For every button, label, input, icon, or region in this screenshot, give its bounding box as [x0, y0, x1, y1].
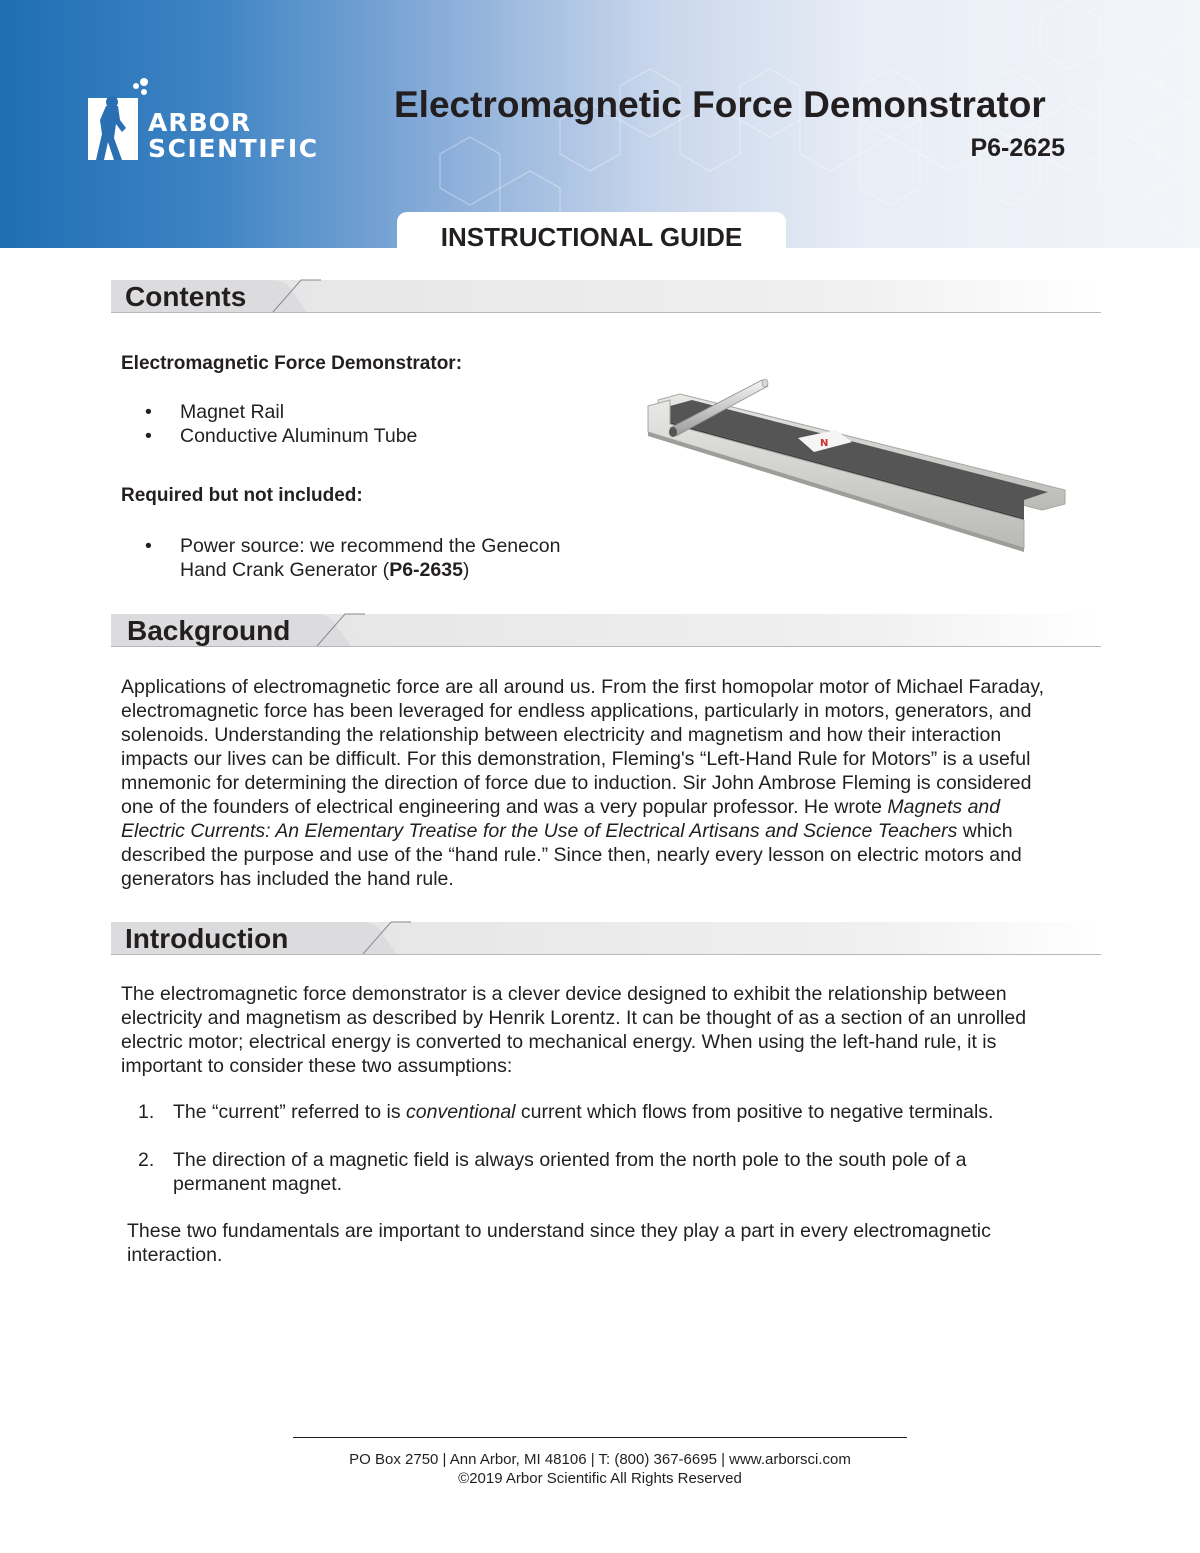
magnet-pole-label: N	[820, 438, 829, 449]
introduction-closing: These two fundamentals are important to understand since they play a part in every electromagnetic interaction.	[127, 1220, 991, 1266]
list-item: • Conductive Aluminum Tube	[121, 424, 560, 448]
item-text: The direction of a magnetic field is always oriented from the north pole to the south pole of a permanent magnet.	[173, 1149, 967, 1195]
section-title: Background	[127, 615, 291, 646]
logo-figure-icon	[86, 76, 148, 166]
instructional-guide-tab: INSTRUCTIONAL GUIDE	[397, 212, 786, 248]
logo-word-scientific: SCIENTIFIC	[148, 134, 319, 163]
document-title: Electromagnetic Force Demonstrator	[394, 84, 1046, 125]
background-text-2: which described the purpose and use of the “hand rule.” Since then, nearly every lesson on electric motors and generators has included the hand rule.	[121, 820, 1022, 890]
item-text: The “current” referred to is	[173, 1101, 406, 1123]
book-title: Magnets and Electric Currents: An Elementary Treatise for the Use of Electrical Artisans and Science Teachers	[121, 796, 1001, 842]
section-header-background	[111, 612, 1101, 648]
item-emphasis: conventional	[406, 1101, 516, 1123]
list-item: • Magnet Rail	[121, 400, 560, 424]
required-text-suffix: )	[462, 559, 470, 581]
section-header-contents	[111, 278, 1101, 314]
introduction-paragraph: The electromagnetic force demonstrator is a clever device designed to exhibit the relationship between electricity and magnetism as described by Henrik Lorentz. It can be thought of as a section of an unrolled electric motor; electrical energy is converted to mechanical energy. When using the left-hand rule, it is important to consider these two assumptions:	[121, 983, 1027, 1077]
product-photo-magnet-rail	[640, 362, 1070, 562]
assumptions-list	[121, 1100, 1051, 1220]
footer-contact: PO Box 2750 | Ann Arbor, MI 48106 | T: (800) 367-6695 | www.arborsci.com	[349, 1451, 851, 1468]
header-banner	[0, 0, 1200, 248]
section-header-introduction	[111, 920, 1101, 956]
footer-divider	[293, 1437, 907, 1438]
contents-kit-list	[121, 352, 560, 582]
section-title: Introduction	[125, 923, 289, 954]
list-number: 1.	[138, 1101, 155, 1123]
required-items	[121, 534, 560, 582]
required-text-line1: Power source: we recommend the Genecon	[180, 535, 561, 557]
product-code: P6-2625	[970, 134, 1065, 162]
kit-items	[121, 400, 560, 448]
item-text: current which flows from positive to negative terminals.	[515, 1101, 994, 1123]
section-title: Contents	[125, 281, 247, 312]
background-text-1: Applications of electromagnetic force are all around us. From the first homopolar motor of Michael Faraday, electromagnetic force has been leveraged for endless applications, particularly in motors, generators, and solenoids. Understanding the relationship between electricity and magnetism and how their interaction impacts our lives can be difficult. For this demonstration, Fleming's “Left-Hand Rule for Motors” is a useful mnemonic for determining the direction of force due to induction. Sir John Ambrose Fleming is considered one of the founders of electrical engineering and was a very popular professor. He wrote	[121, 676, 1045, 818]
list-number: 2.	[138, 1149, 155, 1171]
kit-title: Electromagnetic Force Demonstrator:	[121, 353, 463, 374]
list-item	[121, 534, 560, 582]
logo-word-arbor: ARBOR	[148, 108, 252, 137]
section-header-bar	[111, 278, 1101, 314]
arbor-scientific-logo	[86, 76, 346, 166]
required-product-code: P6-2635	[389, 559, 463, 581]
list-item	[121, 1148, 1051, 1196]
background-paragraph	[121, 675, 1051, 891]
required-text-line2: Hand Crank Generator (	[180, 559, 390, 581]
footer-copyright: ©2019 Arbor Scientific All Rights Reserved	[458, 1470, 742, 1487]
list-item	[121, 1100, 1051, 1124]
required-title: Required but not included:	[121, 485, 363, 506]
